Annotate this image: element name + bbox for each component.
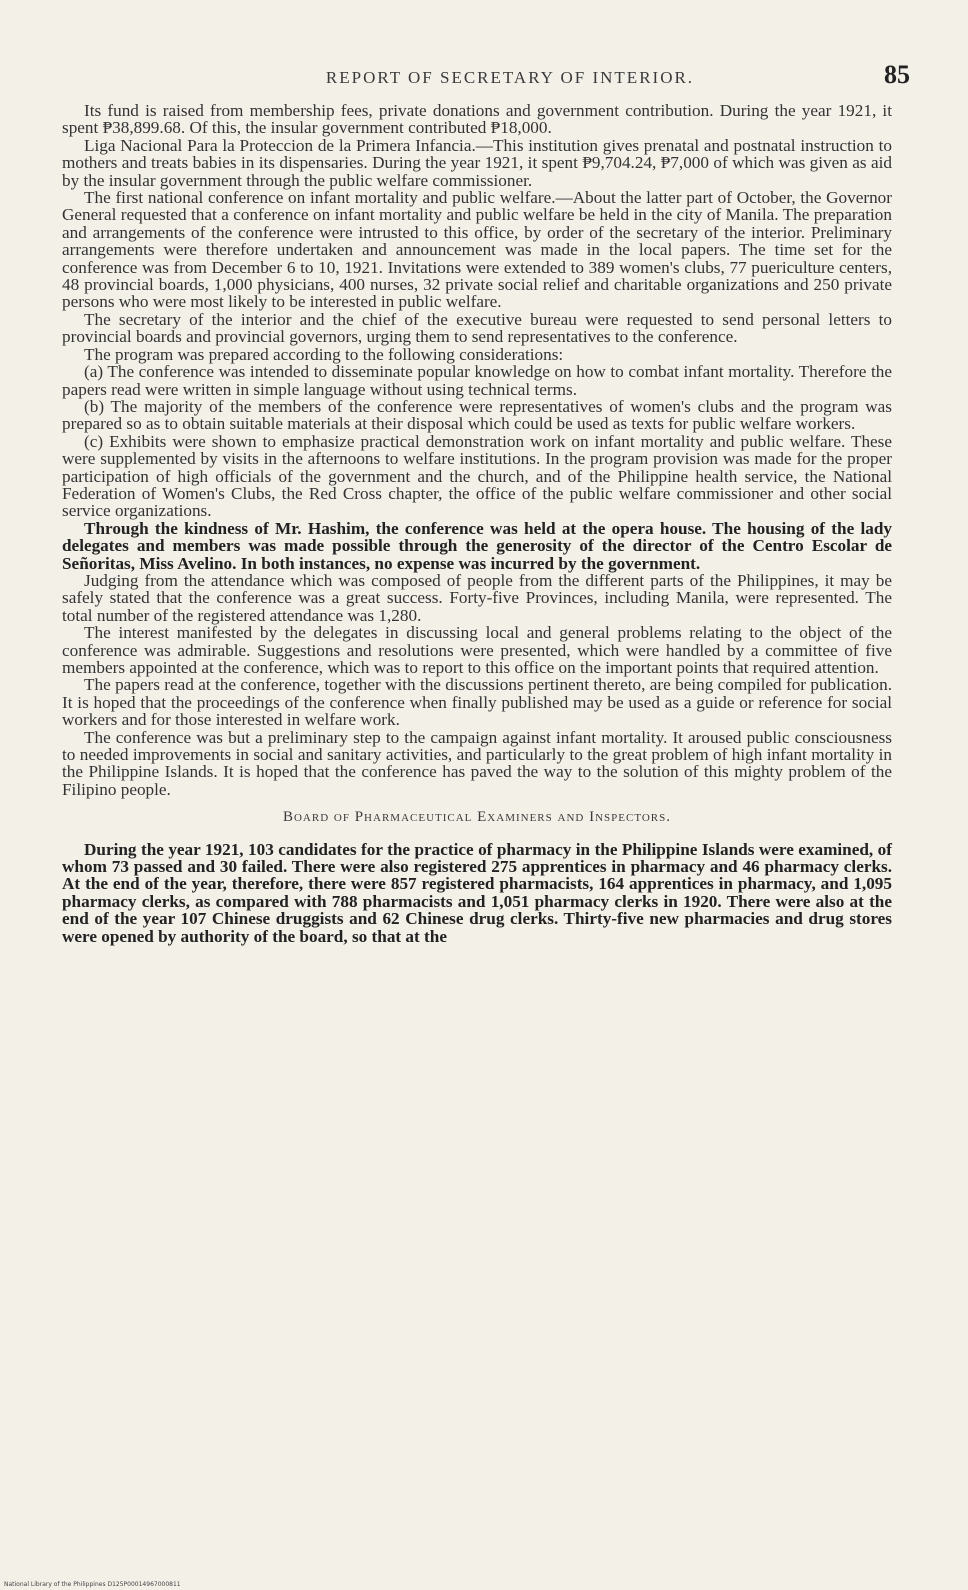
paragraph-preliminary-step: The conference was but a preliminary step to the campaign against infant mortality. It aroused public consciousness to needed improvements in social and sanitary activities, and particularly to the great problem of high infant mortality in the Philippine Islands. It is hoped that the conference has paved the way to the solution of this mighty problem of the Filipino people.: [62, 727, 892, 799]
page-header: [60, 60, 910, 100]
page-number: 85: [884, 60, 910, 89]
paragraph-fund: Its fund is raised from membership fees, private donations and government contribution. During the year 1921, it spent ₱38,899.68. Of this, the insular government contributed ₱18,000.: [62, 101, 892, 138]
body-text: [62, 102, 892, 945]
paragraph-papers: The papers read at the conference, together with the discussions pertinent thereto, are being compiled for publication. It is hoped that the proceedings of the conference when finally published may be used as a guide or reference for social workers and for those interested in welfare work.: [62, 675, 892, 730]
section-heading: Board of Pharmaceutical Examiners and Inspectors.: [282, 809, 671, 826]
paragraph-consideration-b: (b) The majority of the members of the conference were representatives of women's clubs and the program was prepared so as to obtain suitable materials at their disposal which could be used as texts for public welfare workers.: [62, 396, 892, 434]
paragraph-attendance: Judging from the attendance which was composed of people from the different parts of the Philippines, it may be safely stated that the conference was a great success. Forty-five Provinces, including Manila, were represented. The total number of the registered attendance was 1,280.: [62, 570, 892, 625]
paragraph-first-conference: The first national conference on infant mortality and public welfare.—About the latter part of October, the Governor General requested that a conference on infant mortality and public welfare be held in the city of Manila. The preparation and arrangements of the conference were intrusted to this office, by order of the secretary of the interior. Preliminary arrangements were therefore undertaken and announcement was made in the local papers. The time set for the conference was from December 6 to 10, 1921. Invitations were extended to 389 women's clubs, 77 puericulture centers, 48 provincial boards, 1,000 physicians, 400 nurses, 32 private social relief and charitable organizations and 250 private persons who were most likely to be interested in public welfare.: [62, 188, 892, 312]
paragraph-pharmacy: During the year 1921, 103 candidates for the practice of pharmacy in the Philippine Islands were examined, of whom 73 passed and 30 failed. There were also registered 275 apprentices in pharmacy and 46 pharmacy clerks. At the end of the year, therefore, there were 857 registered pharmacists, 164 apprentices in pharmacy, and 1,095 pharmacy clerks, as compared with 788 pharmacists and 1,051 pharmacy clerks in 1920. There were also at the end of the year 107 Chinese druggists and 62 Chinese drug clerks. Thirty-five new pharmacies and drug stores were opened by authority of the board, so that at the: [62, 839, 892, 946]
paragraph-program-intro: The program was prepared according to the following considerations:: [84, 344, 564, 364]
paragraph-interest: The interest manifested by the delegates in discussing local and general problems relating to the object of the conference was admirable. Suggestions and resolutions were presented, which were handled by a committee of five members appointed at the conference, which was to report to this office on the important points that required attention.: [62, 623, 892, 677]
scan-footer: National Library of the Philippines D125P00014967000811: [4, 1581, 181, 1588]
paragraph-secretary-letters: The secretary of the interior and the chief of the executive bureau were requested to send personal letters to provincial boards and provincial governors, urging them to send representatives to the conference.: [62, 309, 892, 347]
running-title: REPORT OF SECRETARY OF INTERIOR.: [325, 68, 695, 87]
paragraph-consideration-c: (c) Exhibits were shown to emphasize practical demonstration work on infant mortality and public welfare. These were supplemented by visits in the afternoons to welfare institutions. In the program provision was made for the proper participation of high officials of the government and the church, and of the Philippine health service, the National Federation of Women's Clubs, the Red Cross chapter, the office of the public welfare commissioner and other social service organizations.: [62, 431, 892, 521]
paragraph-consideration-a: (a) The conference was intended to disseminate popular knowledge on how to combat infant mortality. Therefore the papers read were written in simple language without using technical terms.: [62, 362, 892, 399]
paragraph-opera-house: Through the kindness of Mr. Hashim, the conference was held at the opera house. The housing of the lady delegates and members was made possible through the generosity of the director of the Centro Escolar de Señoritas, Miss Avelino. In both instances, no expense was incurred by the government.: [62, 518, 892, 573]
paragraph-liga-nacional: Liga Nacional Para la Proteccion de la Primera Infancia.—This institution gives prenatal and postnatal instruction to mothers and treats babies in its dispensaries. During the year 1921, it spent ₱9,704.24, ₱7,000 of which was given as aid by the insular government through the public welfare commissioner.: [62, 135, 892, 190]
